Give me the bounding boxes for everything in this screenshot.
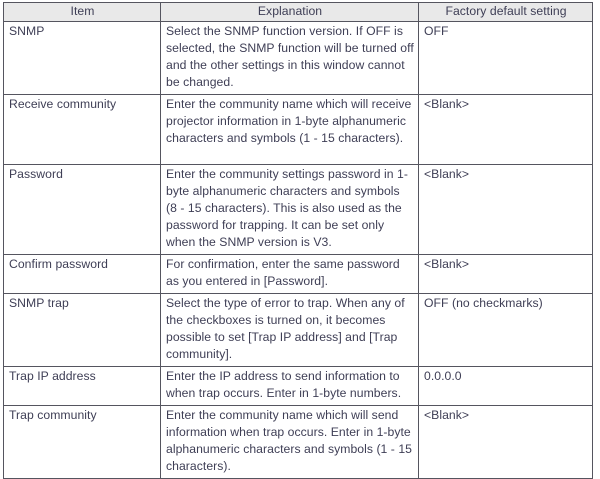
- column-header-explanation: Explanation: [161, 3, 419, 22]
- cell-item: SNMP trap: [4, 294, 161, 367]
- cell-factory-default: <Blank>: [419, 165, 593, 255]
- table-row: [4, 22, 593, 95]
- table-row: [4, 165, 593, 255]
- cell-item: Receive community: [4, 95, 161, 165]
- cell-item: Confirm password: [4, 255, 161, 294]
- column-header-factory-default: Factory default setting: [419, 3, 593, 22]
- table-body: [4, 22, 593, 479]
- cell-factory-default: <Blank>: [419, 255, 593, 294]
- cell-item: Trap community: [4, 406, 161, 479]
- table-row: [4, 294, 593, 367]
- table-row: [4, 255, 593, 294]
- table-row: [4, 406, 593, 479]
- cell-factory-default: <Blank>: [419, 406, 593, 479]
- snmp-settings-table: [3, 2, 593, 479]
- cell-item: SNMP: [4, 22, 161, 95]
- cell-factory-default: OFF: [419, 22, 593, 95]
- cell-factory-default: OFF (no checkmarks): [419, 294, 593, 367]
- cell-item: Password: [4, 165, 161, 255]
- table-header-row: [4, 3, 593, 22]
- cell-explanation: For confirmation, enter the same password as you entered in [Password].: [161, 255, 419, 294]
- table-row: [4, 95, 593, 165]
- cell-item: Trap IP address: [4, 367, 161, 406]
- column-header-item: Item: [4, 3, 161, 22]
- cell-factory-default: 0.0.0.0: [419, 367, 593, 406]
- cell-explanation: Enter the IP address to send information to when trap occurs. Enter in 1-byte numbers.: [161, 367, 419, 406]
- cell-explanation: Select the SNMP function version. If OFF is selected, the SNMP function will be turned off and the other settings in this window cannot be changed.: [161, 22, 419, 95]
- spec-table-container: [3, 2, 592, 473]
- table-row: [4, 367, 593, 406]
- cell-factory-default: <Blank>: [419, 95, 593, 165]
- table-header: [4, 3, 593, 22]
- cell-explanation: Enter the community name which will send information when trap occurs. Enter in 1-byte alphanumeric characters and symbols (1 - 15 characters).: [161, 406, 419, 479]
- cell-explanation: Enter the community name which will receive projector information in 1-byte alphanumeric characters and symbols (1 - 15 characters).: [161, 95, 419, 165]
- cell-explanation: Enter the community settings password in 1-byte alphanumeric characters and symbols (8 - 15 characters). This is also used as the password for trapping. It can be set only when the SNMP version is V3.: [161, 165, 419, 255]
- cell-explanation: Select the type of error to trap. When any of the checkboxes is turned on, it becomes possible to set [Trap IP address] and [Trap community].: [161, 294, 419, 367]
